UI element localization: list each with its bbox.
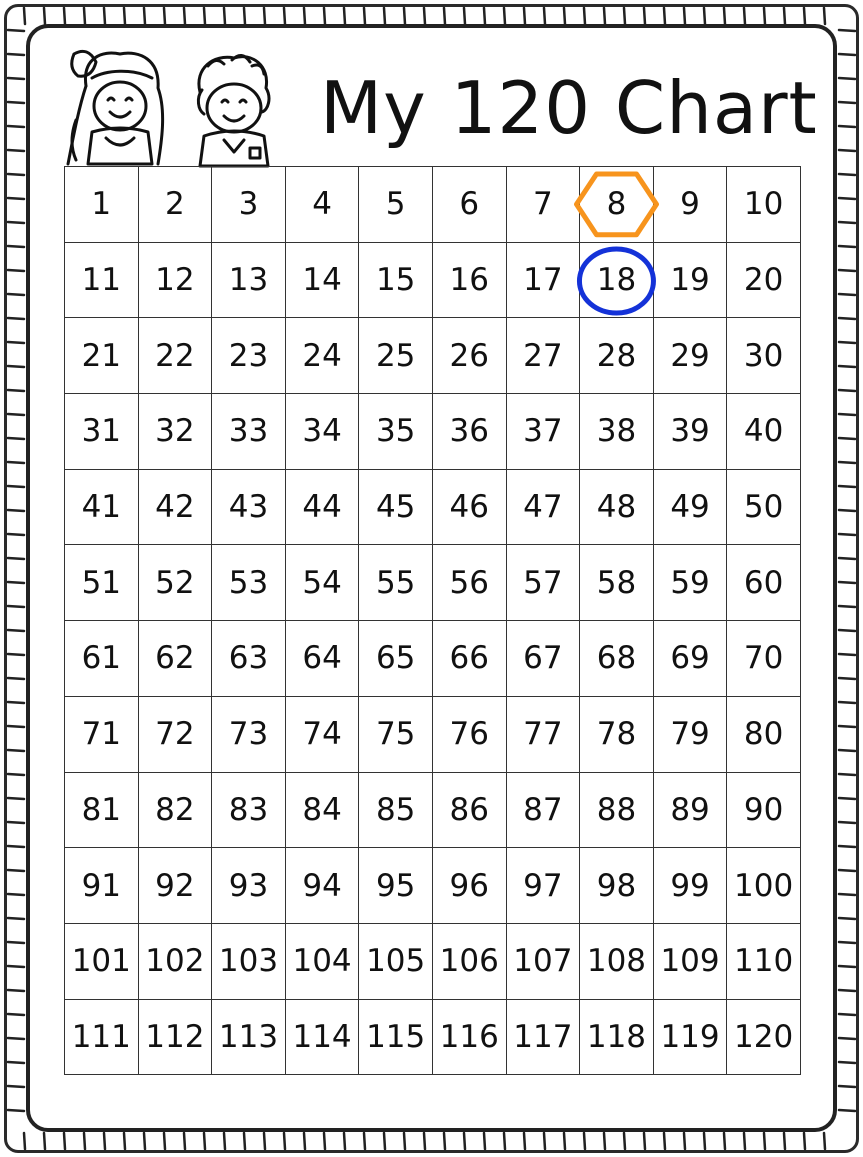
number-cell: 16 <box>432 242 506 318</box>
number-cell: 17 <box>506 242 580 318</box>
number-cell: 31 <box>65 394 139 470</box>
number-cell: 67 <box>506 621 580 697</box>
number-cell: 81 <box>65 772 139 848</box>
number-cell: 90 <box>727 772 801 848</box>
number-cell: 61 <box>65 621 139 697</box>
number-cell: 116 <box>432 999 506 1075</box>
number-cell: 22 <box>138 318 212 394</box>
number-cell: 65 <box>359 621 433 697</box>
two-kids-clipart-icon <box>62 48 284 170</box>
grid-row <box>65 242 801 318</box>
number-cell: 45 <box>359 469 433 545</box>
number-cell: 57 <box>506 545 580 621</box>
number-cell: 40 <box>727 394 801 470</box>
grid-row <box>65 923 801 999</box>
number-cell: 10 <box>727 167 801 243</box>
number-cell: 34 <box>285 394 359 470</box>
number-cell: 66 <box>432 621 506 697</box>
number-cell: 110 <box>727 923 801 999</box>
number-cell: 29 <box>653 318 727 394</box>
number-cell: 103 <box>212 923 286 999</box>
number-cell: 80 <box>727 696 801 772</box>
grid-row <box>65 848 801 924</box>
number-cell: 7 <box>506 167 580 243</box>
number-cell: 55 <box>359 545 433 621</box>
number-cell: 43 <box>212 469 286 545</box>
number-cell: 42 <box>138 469 212 545</box>
number-cell: 114 <box>285 999 359 1075</box>
number-cell: 74 <box>285 696 359 772</box>
number-cell: 37 <box>506 394 580 470</box>
grid-row <box>65 167 801 243</box>
number-cell: 50 <box>727 469 801 545</box>
number-cell: 71 <box>65 696 139 772</box>
number-cell: 39 <box>653 394 727 470</box>
number-cell: 38 <box>580 394 654 470</box>
number-cell: 83 <box>212 772 286 848</box>
number-cell: 8 <box>580 167 654 243</box>
number-cell: 62 <box>138 621 212 697</box>
number-cell: 85 <box>359 772 433 848</box>
number-cell: 98 <box>580 848 654 924</box>
number-cell: 99 <box>653 848 727 924</box>
number-cell: 36 <box>432 394 506 470</box>
number-cell: 28 <box>580 318 654 394</box>
number-cell: 111 <box>65 999 139 1075</box>
number-cell: 106 <box>432 923 506 999</box>
number-cell: 77 <box>506 696 580 772</box>
number-cell: 60 <box>727 545 801 621</box>
number-cell: 76 <box>432 696 506 772</box>
number-cell: 92 <box>138 848 212 924</box>
number-cell: 118 <box>580 999 654 1075</box>
number-cell: 88 <box>580 772 654 848</box>
number-cell: 100 <box>727 848 801 924</box>
number-cell: 5 <box>359 167 433 243</box>
number-cell: 101 <box>65 923 139 999</box>
number-cell: 49 <box>653 469 727 545</box>
number-cell: 64 <box>285 621 359 697</box>
number-cell: 115 <box>359 999 433 1075</box>
number-cell: 120 <box>727 999 801 1075</box>
number-cell: 58 <box>580 545 654 621</box>
number-cell: 82 <box>138 772 212 848</box>
number-cell: 63 <box>212 621 286 697</box>
number-cell: 21 <box>65 318 139 394</box>
number-cell: 2 <box>138 167 212 243</box>
number-cell: 84 <box>285 772 359 848</box>
grid-row <box>65 772 801 848</box>
number-cell: 68 <box>580 621 654 697</box>
number-cell: 9 <box>653 167 727 243</box>
number-cell: 73 <box>212 696 286 772</box>
number-cell: 44 <box>285 469 359 545</box>
number-cell: 72 <box>138 696 212 772</box>
number-cell: 14 <box>285 242 359 318</box>
number-cell: 19 <box>653 242 727 318</box>
number-cell: 46 <box>432 469 506 545</box>
number-cell: 12 <box>138 242 212 318</box>
number-cell: 70 <box>727 621 801 697</box>
number-cell: 54 <box>285 545 359 621</box>
number-cell: 51 <box>65 545 139 621</box>
number-cell: 69 <box>653 621 727 697</box>
number-cell: 112 <box>138 999 212 1075</box>
number-cell: 89 <box>653 772 727 848</box>
number-cell: 79 <box>653 696 727 772</box>
number-cell: 11 <box>65 242 139 318</box>
number-cell: 15 <box>359 242 433 318</box>
number-cell: 33 <box>212 394 286 470</box>
number-cell: 105 <box>359 923 433 999</box>
grid-row <box>65 999 801 1075</box>
number-cell: 53 <box>212 545 286 621</box>
number-cell: 52 <box>138 545 212 621</box>
number-cell: 20 <box>727 242 801 318</box>
number-cell: 119 <box>653 999 727 1075</box>
number-cell: 18 <box>580 242 654 318</box>
number-cell: 32 <box>138 394 212 470</box>
number-cell: 26 <box>432 318 506 394</box>
grid-row <box>65 545 801 621</box>
number-cell: 91 <box>65 848 139 924</box>
number-cell: 25 <box>359 318 433 394</box>
number-cell: 24 <box>285 318 359 394</box>
number-cell: 96 <box>432 848 506 924</box>
number-cell: 78 <box>580 696 654 772</box>
number-cell: 30 <box>727 318 801 394</box>
number-cell: 13 <box>212 242 286 318</box>
number-cell: 113 <box>212 999 286 1075</box>
number-cell: 56 <box>432 545 506 621</box>
number-cell: 35 <box>359 394 433 470</box>
number-cell: 1 <box>65 167 139 243</box>
number-grid <box>64 166 801 1075</box>
page-title: My 120 Chart <box>320 66 818 150</box>
number-cell: 94 <box>285 848 359 924</box>
grid-row <box>65 318 801 394</box>
number-cell: 97 <box>506 848 580 924</box>
number-cell: 3 <box>212 167 286 243</box>
number-cell: 87 <box>506 772 580 848</box>
number-cell: 41 <box>65 469 139 545</box>
number-cell: 117 <box>506 999 580 1075</box>
number-cell: 23 <box>212 318 286 394</box>
number-cell: 95 <box>359 848 433 924</box>
number-cell: 6 <box>432 167 506 243</box>
number-cell: 4 <box>285 167 359 243</box>
grid-row <box>65 621 801 697</box>
number-cell: 108 <box>580 923 654 999</box>
number-cell: 102 <box>138 923 212 999</box>
number-cell: 93 <box>212 848 286 924</box>
number-cell: 27 <box>506 318 580 394</box>
number-cell: 86 <box>432 772 506 848</box>
grid-row <box>65 696 801 772</box>
number-cell: 104 <box>285 923 359 999</box>
number-cell: 47 <box>506 469 580 545</box>
number-cell: 107 <box>506 923 580 999</box>
number-cell: 48 <box>580 469 654 545</box>
grid-row <box>65 469 801 545</box>
grid-row <box>65 394 801 470</box>
number-cell: 75 <box>359 696 433 772</box>
number-cell: 109 <box>653 923 727 999</box>
number-cell: 59 <box>653 545 727 621</box>
